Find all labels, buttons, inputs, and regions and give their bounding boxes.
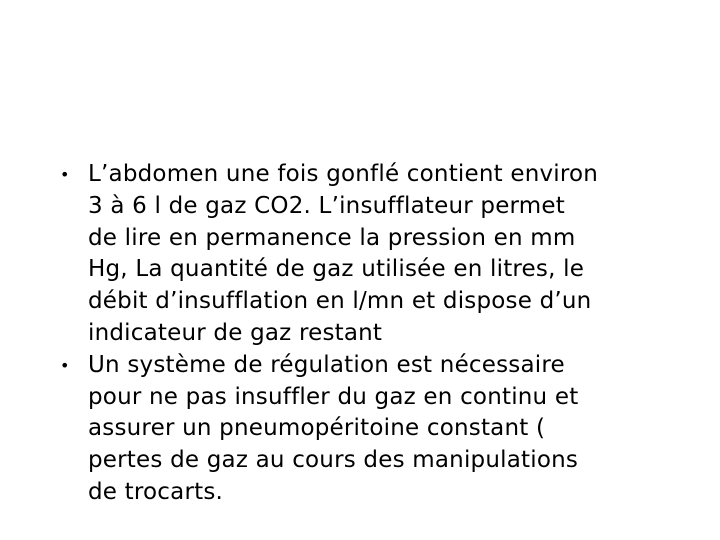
bullet-item-insufflation xyxy=(60,159,710,350)
bullet-line: Hg, La quantité de gaz utilisée en litres, le xyxy=(88,256,585,283)
bullet-line: indicateur de gaz restant xyxy=(88,319,383,346)
bullet-line: L’abdomen une fois gonflé contient environ xyxy=(88,161,599,187)
bullet-line: assurer un pneumopéritoine constant ( xyxy=(88,415,546,442)
bullet-line: pertes de gaz au cours des manipulations xyxy=(88,447,579,474)
bullet-item-regulation xyxy=(60,350,710,509)
bullet-list xyxy=(60,159,710,509)
bullet-line: débit d’insufflation en l/mn et dispose d’un xyxy=(88,288,592,315)
bullet-line: de lire en permanence la pression en mm xyxy=(88,224,576,251)
bullet-icon: • xyxy=(60,355,70,375)
bullet-line: 3 à 6 l de gaz CO2. L’insufflateur permet xyxy=(88,192,565,219)
bullet-line: Un système de régulation est nécessaire xyxy=(88,351,565,378)
bullet-icon: • xyxy=(60,165,70,184)
bullet-line: pour ne pas insuffler du gaz en continu et xyxy=(88,383,579,410)
bullet-line: de trocarts. xyxy=(88,478,224,505)
